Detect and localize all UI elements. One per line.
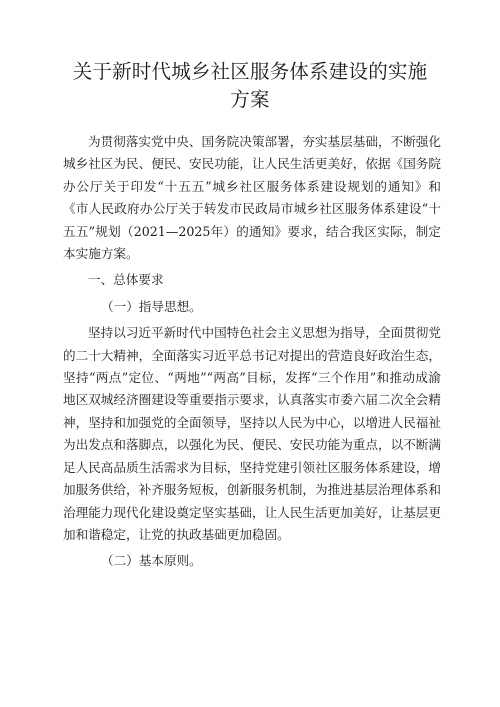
document-body bbox=[63, 131, 441, 573]
document-title bbox=[60, 58, 440, 114]
subheading-guiding-ideology: （一）指导思想。 bbox=[101, 298, 202, 314]
section-heading-general-requirements: 一、总体要求 bbox=[88, 272, 164, 288]
intro-paragraph: 为贯彻落实党中央、国务院决策部署，夯实基层基础，不断强化城乡社区为民、便民、安民功能，让人民生活更美好，依据《国务院办公厅关于印发“十五五”城乡社区服务体系建设规划的通知》和《市人民政府办公厅关于转发市民政局市城乡社区服务体系建设“十五五”规划（2021—2025年）的通知》要求，结合我区实际，制定本实施方案。 bbox=[63, 134, 441, 262]
guiding-ideology-paragraph: 坚持以习近平新时代中国特色社会主义思想为指导，全面贯彻党的二十大精神，全面落实习近平总书记对提出的营造良好政治生态，坚持“两点”定位、“两地”“两高”目标，发挥“三个作用”和推动成渝地区双城经济圈建设等重要指示要求，认真落实市委六届二次全会精神，坚持和加强党的全面领导，坚持以人民为中心，以增进人民福祉为出发点和落脚点，以强化为民、便民、安民功能为重点，以不断满足人民高品质生活需求为目标，坚持党建引领社区服务体系建设，增加服务供给，补齐服务短板，创新服务机制，为推进基层治理体系和治理能力现代化建设奠定坚实基础，让人民生活更加美好，让基层更加和谐稳定，让党的执政基础更加稳固。 bbox=[63, 325, 441, 542]
title-line-1: 关于新时代城乡社区服务体系建设的实施 bbox=[72, 60, 428, 83]
subheading-basic-principles: （二）基本原则。 bbox=[101, 553, 202, 569]
title-line-2: 方案 bbox=[230, 88, 270, 111]
